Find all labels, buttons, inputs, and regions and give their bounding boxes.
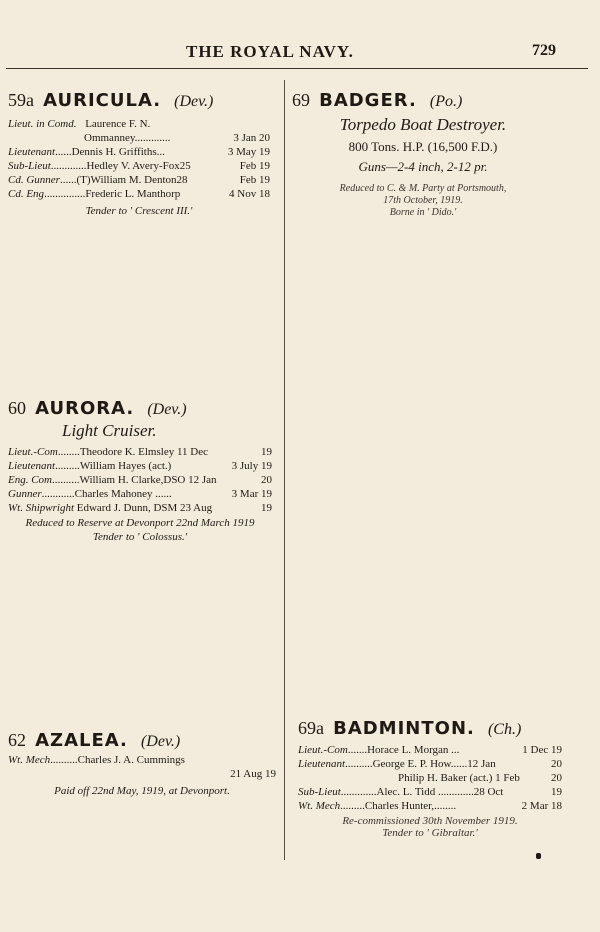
officer-row: Eng. Com..........William H. Clarke,DSO 12 Jan 20 <box>8 474 272 486</box>
home-port: (Dev.) <box>147 401 187 418</box>
ship-class: Torpedo Boat Destroyer. <box>339 115 507 134</box>
entry-auricula <box>8 90 270 217</box>
recommission-note: Re-commissioned 30th November 1919. <box>342 815 518 827</box>
officer-row: Wt. Shipwright Edward J. Dunn, DSM 23 Aug 19 <box>8 502 272 514</box>
status-notes <box>292 183 554 219</box>
tender-note: Tender to ' Colossus.' <box>92 531 188 543</box>
ink-mark <box>536 853 541 859</box>
entry-heading <box>8 90 270 111</box>
officer-row: 21 Aug 19 <box>230 768 276 780</box>
officer-row: Sub-Lieut.............Alec. L. Tidd .............28 Oct 19 <box>298 786 562 798</box>
officer-row: Lieutenant......Dennis H. Griffiths... 3 May 19 <box>8 146 270 158</box>
officer-row: Cd. Eng...............Frederic L. Manthorp 4 Nov 18 <box>8 188 270 200</box>
officer-row: Gunner............Charles Mahoney ...... 3 Mar 19 <box>8 488 272 500</box>
ship-name: BADMINTON. <box>333 718 475 739</box>
ship-name: AZALEA. <box>35 730 128 751</box>
officer-row: Wt. Mech.........Charles Hunter,........ 2 Mar 18 <box>298 800 562 812</box>
officer-row: Lieut. in Comd. Laurence F. N. <box>8 118 151 130</box>
entry-aurora <box>8 398 272 543</box>
running-title: THE ROYAL NAVY. <box>186 42 354 61</box>
entry-badminton <box>298 718 562 839</box>
entry-azalea <box>8 730 276 797</box>
entry-badger <box>292 90 554 219</box>
entry-number: 62 <box>8 730 26 750</box>
officer-list <box>8 445 272 515</box>
officer-row: Wt. Mech..........Charles J. A. Cummings <box>8 754 185 766</box>
entry-number: 69 <box>292 90 310 110</box>
status-note-line: Borne in ' Dido.' <box>389 207 457 218</box>
officer-row: Lieutenant..........George E. P. How......12 Jan 20 <box>298 758 562 770</box>
home-port: (Po.) <box>429 93 463 110</box>
officer-list <box>8 117 270 201</box>
officer-row: Lieutenant.........William Hayes (act.) 3 July 19 <box>8 460 272 472</box>
officer-row: Sub-Lieut.............Hedley V. Avery-Fox25 Feb 19 <box>8 160 270 172</box>
tender-note: Tender to ' Gibraltar.' <box>382 827 478 839</box>
entry-number: 60 <box>8 398 26 418</box>
reduced-note: Reduced to Reserve at Devonport 22nd March 1919 <box>25 517 255 529</box>
column-divider <box>284 80 285 860</box>
status-note-line: 17th October, 1919. <box>383 195 463 206</box>
entry-heading <box>298 718 562 739</box>
officer-list <box>298 743 562 813</box>
ship-class: Light Cruiser. <box>62 421 157 440</box>
entry-heading <box>8 398 272 419</box>
ship-name: AURORA. <box>35 398 135 419</box>
page-header <box>0 40 600 66</box>
entry-heading <box>8 730 276 751</box>
home-port: (Dev.) <box>140 733 181 750</box>
officer-row: Cd. Gunner......(T)William M. Denton28 Feb 19 <box>8 174 270 186</box>
officer-row: Philip H. Baker (act.) 1 Feb 20 <box>398 772 562 784</box>
entry-number: 59a <box>8 90 34 110</box>
tender-note: Tender to ' Crescent III.' <box>85 205 193 217</box>
page-number: 729 <box>532 42 556 59</box>
ship-name: AURICULA. <box>43 90 162 111</box>
entry-heading <box>292 90 554 111</box>
ship-specs: 800 Tons. H.P. (16,500 F.D.) <box>348 139 498 154</box>
home-port: (Dev.) <box>174 93 214 110</box>
ship-name: BADGER. <box>319 90 417 111</box>
entry-number: 69a <box>298 718 324 738</box>
status-note-line: Reduced to C. & M. Party at Portsmouth, <box>339 183 507 194</box>
officer-row: Lieut.-Com.......Horace L. Morgan ... 1 Dec 19 <box>298 744 562 756</box>
officer-row: Lieut.-Com........Theodore K. Elmsley 11 Dec 19 <box>8 446 272 458</box>
officer-row: Ommanney............. 3 Jan 20 <box>84 132 270 144</box>
armament: Guns—2-4 inch, 2-12 pr. <box>358 159 488 174</box>
paid-off-note: Paid off 22nd May, 1919, at Devonport. <box>54 785 230 797</box>
header-rule <box>6 68 588 69</box>
home-port: (Ch.) <box>487 721 522 738</box>
